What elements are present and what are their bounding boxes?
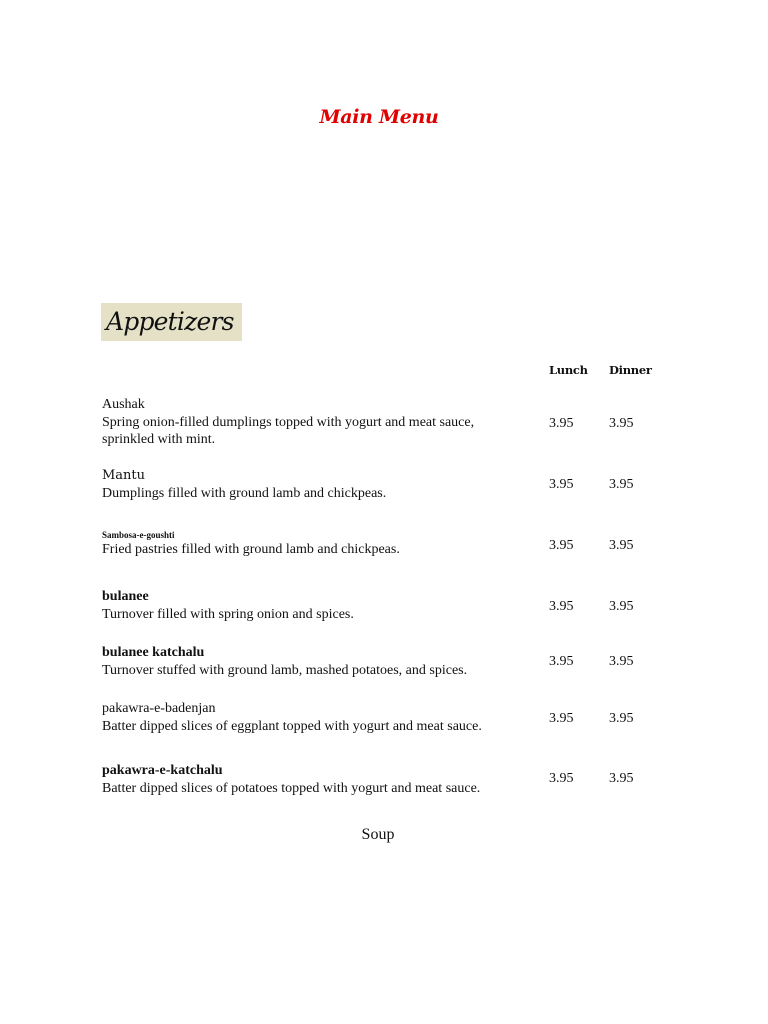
menu-item-sambosa [102, 530, 532, 558]
item-description: Batter dipped slices of eggplant topped with yogurt and meat sauce. [102, 719, 482, 734]
item-description: Batter dipped slices of potatoes topped with yogurt and meat sauce. [102, 781, 481, 796]
item-name: bulanee katchalu [102, 645, 205, 660]
soup-section-title: Soup [361, 826, 395, 843]
menu-item-mantu [102, 467, 532, 502]
item-name: Aushak [102, 397, 145, 412]
dinner-price: 3.95 [609, 711, 634, 726]
menu-item-pakawra-badenjan [102, 700, 532, 735]
lunch-price: 3.95 [549, 538, 574, 553]
section-title: Appetizers [106, 307, 234, 336]
lunch-price: 3.95 [549, 711, 574, 726]
dinner-column-header: Dinner [609, 363, 652, 377]
dinner-price: 3.95 [609, 416, 634, 431]
menu-item-aushak [102, 396, 532, 448]
lunch-price: 3.95 [549, 416, 574, 431]
menu-item-bulanee [102, 588, 532, 623]
lunch-column-header: Lunch [549, 363, 588, 377]
menu-item-bulanee-katchalu [102, 644, 532, 679]
item-description: Dumplings filled with ground lamb and chickpeas. [102, 486, 387, 501]
item-description: Turnover stuffed with ground lamb, mashed potatoes, and spices. [102, 663, 468, 678]
dinner-price: 3.95 [609, 771, 634, 786]
lunch-price: 3.95 [549, 599, 574, 614]
dinner-price: 3.95 [609, 538, 634, 553]
item-description: Fried pastries filled with ground lamb and chickpeas. [102, 542, 400, 557]
item-name: Mantu [102, 468, 146, 483]
menu-title: Main Menu [319, 106, 439, 128]
item-description: Spring onion-filled dumplings topped with yogurt and meat sauce, sprinkled with mint. [102, 415, 475, 447]
item-name: pakawra-e-badenjan [102, 701, 216, 716]
dinner-price: 3.95 [609, 477, 634, 492]
lunch-price: 3.95 [549, 771, 574, 786]
appetizers-header [101, 303, 242, 341]
item-description: Turnover filled with spring onion and spices. [102, 607, 354, 622]
menu-item-pakawra-katchalu [102, 762, 532, 797]
item-name: bulanee [102, 589, 149, 604]
dinner-price: 3.95 [609, 599, 634, 614]
lunch-price: 3.95 [549, 654, 574, 669]
item-name: Sambosa-e-goushti [102, 530, 175, 540]
lunch-price: 3.95 [549, 477, 574, 492]
dinner-price: 3.95 [609, 654, 634, 669]
item-name: pakawra-e-katchalu [102, 763, 223, 778]
